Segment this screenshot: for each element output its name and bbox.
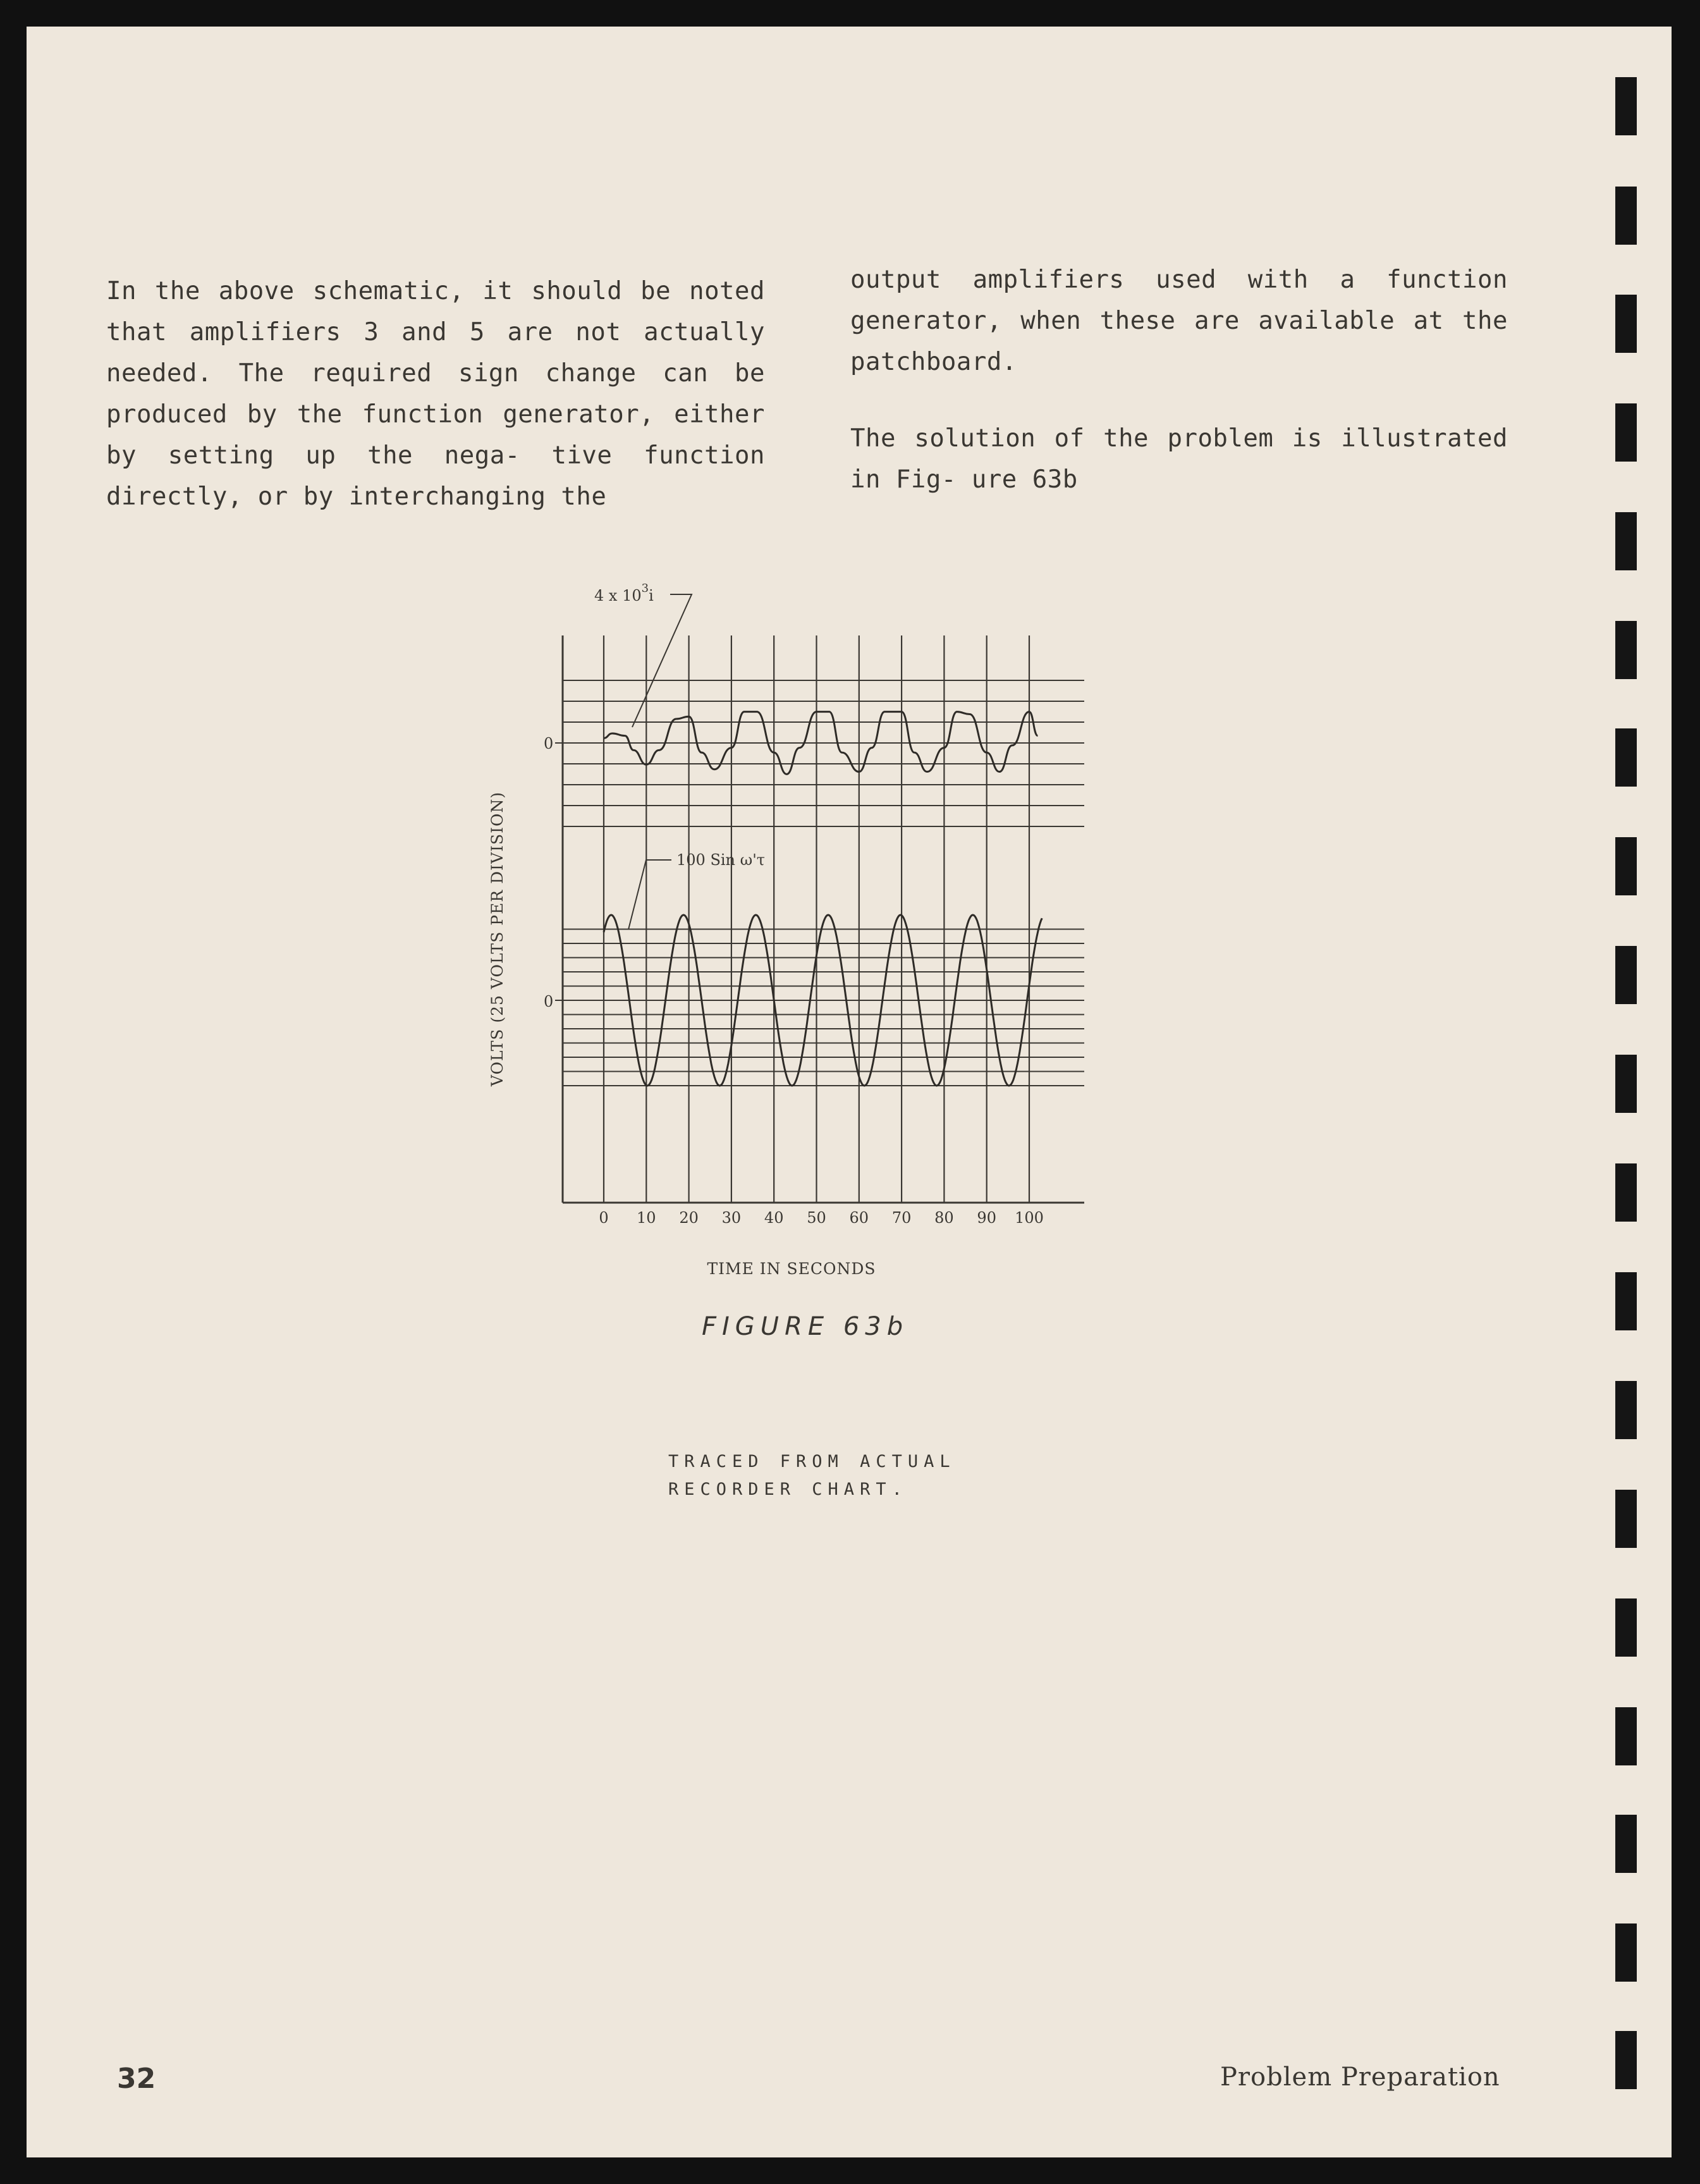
chart-grid [555, 635, 1084, 1203]
series-1-label-base: 4 x 10 [594, 587, 642, 604]
x-tick-label: 70 [891, 1209, 912, 1227]
x-tick-label: 10 [637, 1209, 656, 1227]
x-tick-label: 100 [1015, 1209, 1044, 1227]
running-title: Problem Preparation [1220, 2063, 1500, 2092]
x-tick-label: 40 [764, 1209, 784, 1227]
x-tick-label: 50 [807, 1209, 826, 1227]
series-2-zero-label: 0 [544, 993, 554, 1010]
x-tick-label: 60 [849, 1209, 869, 1227]
x-tick-label: 80 [934, 1209, 954, 1227]
right-paragraph-1: output amplifiers used with a function generator, when these are available at the patchboard. [850, 266, 1508, 376]
left-paragraph: In the above schematic, it should be noted that amplifiers 3 and 5 are not actually needed. The required sign change can be produced by the function generator, either by setting up the nega- tive function directly, or by interchanging the [106, 277, 765, 511]
series-1-label-exponent: 3 [641, 582, 649, 595]
x-tick-label: 0 [599, 1209, 609, 1227]
series-1-label [594, 582, 654, 604]
page-number: 32 [117, 2063, 156, 2095]
figure-note-line-1: TRACED FROM ACTUAL [668, 1452, 956, 1471]
x-tick-label: 90 [977, 1209, 996, 1227]
series-1-label-tail: i [649, 587, 654, 604]
series-1-zero-label: 0 [544, 735, 554, 752]
series-2-leader-line [628, 860, 671, 929]
figure-note-line-2: RECORDER CHART. [668, 1480, 908, 1499]
series-1-leader-line [632, 594, 692, 727]
figure-caption: FIGURE 63b [702, 1312, 909, 1341]
figure-note [668, 1448, 956, 1504]
x-axis-label: TIME IN SECONDS [707, 1260, 876, 1278]
right-paragraph-2: The solution of the problem is illustrated in Fig- ure 63b [850, 424, 1508, 494]
series-2-label: 100 Sin ω'τ [676, 851, 766, 869]
x-tick-label: 30 [721, 1209, 742, 1227]
x-tick-label: 20 [679, 1209, 699, 1227]
y-axis-label: VOLTS (25 VOLTS PER DIVISION) [488, 791, 506, 1087]
chart-traces [604, 594, 1042, 1086]
